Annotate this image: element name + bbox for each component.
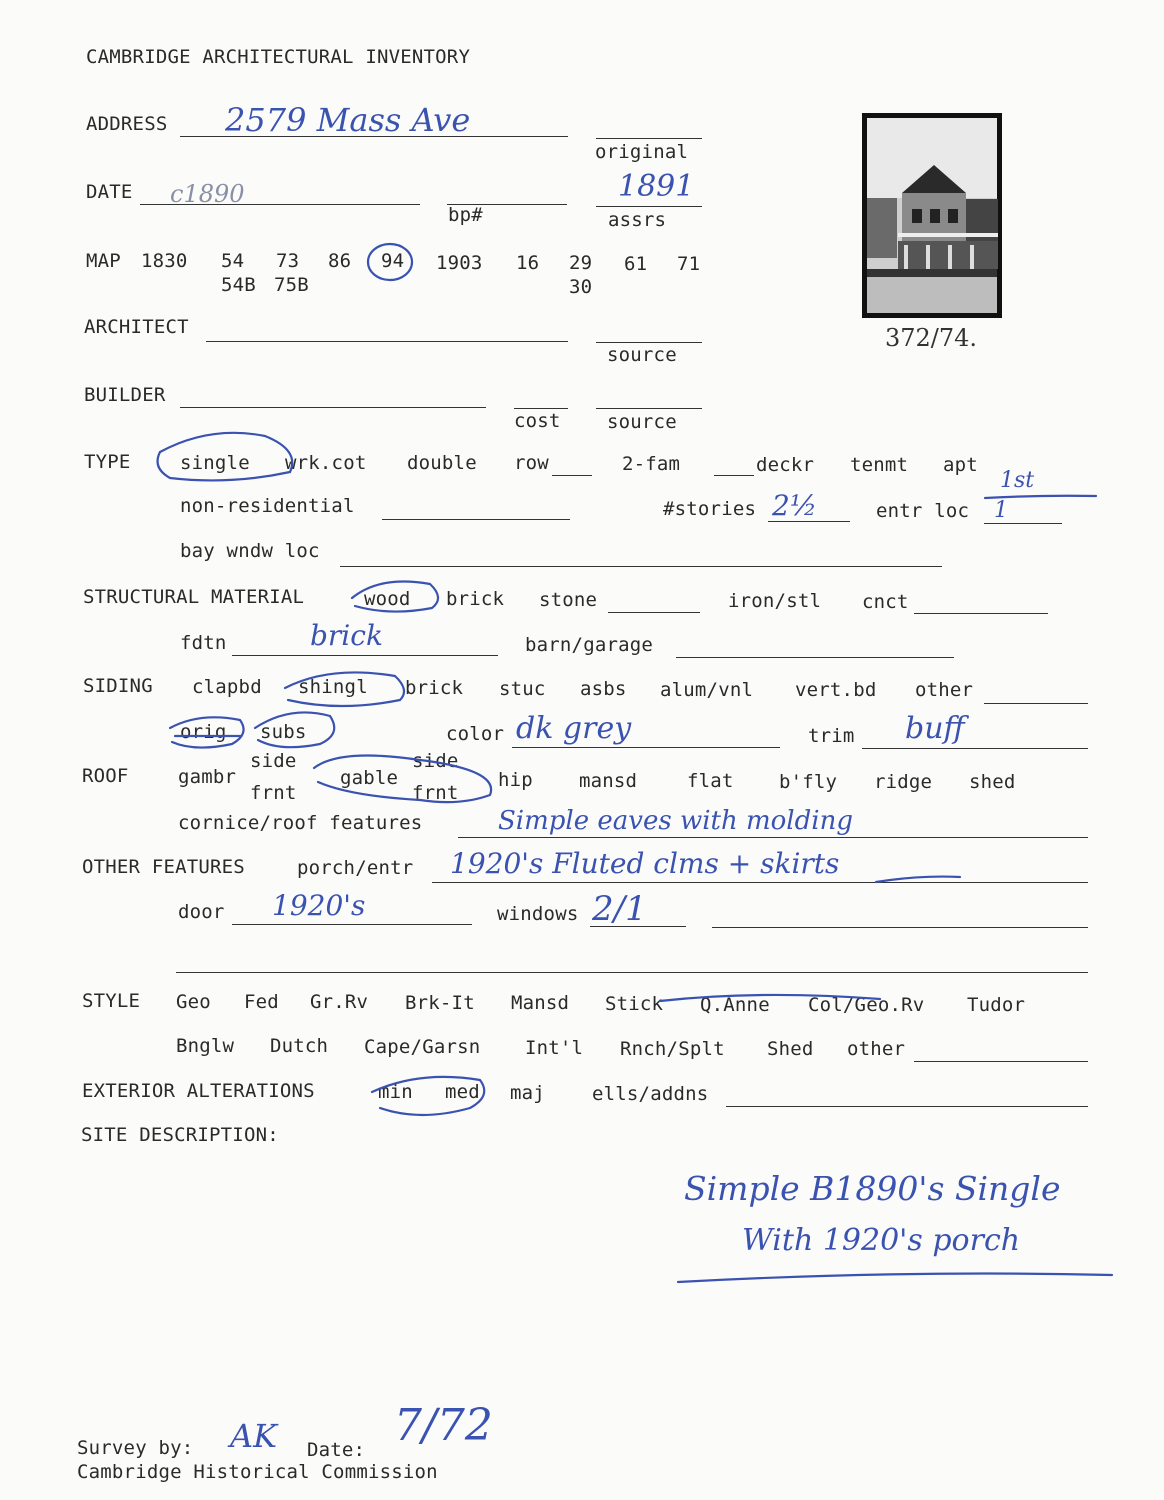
style-dutch: Dutch [270, 1035, 329, 1057]
door-value: 1920's [272, 889, 366, 922]
entr-loc-value: 1 [994, 498, 1008, 523]
trim-value: buff [905, 711, 965, 746]
style-shed: Shed [767, 1038, 814, 1060]
stories-value: 2½ [772, 489, 817, 522]
alterations-ells: ells/addns [592, 1083, 709, 1105]
style-brk-it: Brk-It [405, 992, 475, 1014]
roof-gable: gable [340, 767, 399, 789]
cornice-value: Simple eaves with molding [498, 806, 853, 836]
style-cape: Cape/Garsn [364, 1036, 481, 1058]
roof-label: ROOF [82, 765, 129, 787]
builder-label: BUILDER [84, 384, 166, 406]
circle-wood [352, 581, 438, 611]
roof-gambr-side: side [250, 750, 297, 772]
cornice-label: cornice/roof features [178, 812, 423, 834]
commission-label: Cambridge Historical Commission [77, 1461, 438, 1483]
style-bnglw: Bnglw [176, 1035, 235, 1057]
survey-by-value: AK [230, 1417, 278, 1455]
siding-shingl: shingl [298, 676, 368, 698]
structural-label: STRUCTURAL MATERIAL [83, 586, 305, 608]
structural-iron: iron/stl [728, 590, 822, 612]
style-q-anne: Q.Anne [700, 994, 770, 1016]
architect-source-label: source [607, 344, 677, 366]
bp-label: bp# [448, 204, 483, 226]
nonres-label: non-residential [180, 495, 355, 517]
map-year-71: 71 [677, 253, 701, 275]
circle-min-med [372, 1077, 484, 1115]
fdtn-value: brick [310, 619, 383, 652]
roof-ridge: ridge [874, 771, 933, 793]
alterations-med: med [445, 1081, 480, 1103]
windows-value: 2/1 [592, 889, 647, 929]
type-apt: apt [943, 454, 978, 476]
roof-bfly: b'fly [779, 771, 838, 793]
trim-label: trim [808, 725, 855, 747]
circle-map-94 [368, 244, 412, 280]
alterations-maj: maj [510, 1082, 545, 1104]
style-rnch: Rnch/Splt [620, 1038, 725, 1060]
style-mansd: Mansd [511, 992, 570, 1014]
survey-date-label: Date: [307, 1439, 366, 1461]
roof-mansd: mansd [579, 770, 638, 792]
site-line-2: With 1920's porch [742, 1223, 1021, 1258]
structural-cnct: cnct [862, 591, 909, 613]
windows-label: windows [497, 903, 579, 925]
structural-wood: wood [364, 588, 411, 610]
structural-stone: stone [539, 589, 598, 611]
style-geo: Geo [176, 991, 211, 1013]
style-stick: Stick [605, 993, 664, 1015]
map-year-61: 61 [624, 253, 648, 275]
siding-vert: vert.bd [795, 679, 877, 701]
porch-dash [876, 877, 960, 882]
site-underline [678, 1274, 1112, 1282]
siding-clapbd: clapbd [192, 676, 262, 698]
style-fed: Fed [244, 991, 279, 1013]
other-features-label: OTHER FEATURES [82, 856, 245, 878]
address-value: 2579 Mass Ave [225, 101, 471, 139]
map-year-75b: 75B [274, 274, 309, 296]
circle-subs [255, 712, 334, 747]
survey-label: Survey by: [77, 1437, 194, 1459]
color-value: dk grey [516, 711, 632, 746]
type-tenmt: tenmt [850, 454, 909, 476]
siding-other: other [915, 679, 974, 701]
architect-label: ARCHITECT [84, 316, 189, 338]
map-year-1903: 1903 [436, 252, 483, 274]
bay-label: bay wndw loc [180, 540, 320, 562]
stories-label: #stories [663, 498, 757, 520]
alterations-min: min [378, 1081, 413, 1103]
siding-alum: alum/vnl [660, 679, 754, 701]
type-double: double [407, 452, 477, 474]
fdtn-label: fdtn [180, 632, 227, 654]
cost-label: cost [514, 410, 561, 432]
siding-brick: brick [405, 677, 464, 699]
siding-asbs: asbs [580, 678, 627, 700]
style-intl: Int'l [525, 1037, 584, 1059]
original-label: original [595, 141, 689, 163]
type-2-fam: 2-fam [622, 453, 681, 475]
siding-label: SIDING [83, 675, 153, 697]
style-other: other [847, 1038, 906, 1060]
address-label: ADDRESS [86, 113, 168, 135]
circle-shingl [285, 672, 404, 706]
circle-single [158, 433, 293, 481]
color-label: color [446, 723, 505, 745]
porch-label: porch/entr [297, 857, 414, 879]
map-year-1830: 1830 [141, 250, 188, 272]
strike-q-anne [660, 995, 880, 1001]
alterations-label: EXTERIOR ALTERATIONS [82, 1080, 315, 1102]
structural-brick: brick [446, 588, 505, 610]
porch-value: 1920's Fluted clms + skirts [450, 847, 840, 880]
map-year-29: 29 [569, 252, 593, 274]
style-col-geo-rv: Col/Geo.Rv [808, 994, 925, 1016]
map-year-30: 30 [569, 276, 593, 298]
entr-loc-label: entr loc [876, 500, 970, 522]
roof-gambr: gambr [178, 766, 237, 788]
roof-shed: shed [969, 771, 1016, 793]
siding-stuc: stuc [499, 678, 546, 700]
form-title: CAMBRIDGE ARCHITECTURAL INVENTORY [86, 46, 471, 68]
map-year-16: 16 [516, 252, 540, 274]
site-label: SITE DESCRIPTION: [81, 1124, 279, 1146]
type-label: TYPE [84, 451, 131, 473]
map-label: MAP [86, 250, 121, 272]
style-label: STYLE [82, 990, 141, 1012]
type-single: single [180, 452, 250, 474]
photo-number: 372/74. [885, 324, 978, 352]
type-row: row [514, 452, 549, 474]
assrs-label: assrs [608, 209, 667, 231]
style-tudor: Tudor [967, 994, 1026, 1016]
date-value: c1890 [170, 180, 245, 208]
map-year-94: 94 [381, 250, 405, 272]
builder-source-label: source [607, 411, 677, 433]
siding-subs: subs [260, 721, 307, 743]
assrs-value: 1891 [618, 169, 695, 204]
roof-flat: flat [687, 770, 734, 792]
entr-loc-top-value: 1st [1000, 468, 1035, 493]
door-label: door [178, 901, 225, 923]
circle-orig [170, 717, 244, 747]
circle-gable [314, 756, 491, 803]
type-deckr: deckr [756, 454, 815, 476]
type-wrk-cot: wrk.cot [285, 452, 367, 474]
map-year-54b: 54B [221, 274, 256, 296]
roof-gambr-frnt: frnt [250, 782, 297, 804]
roof-hip: hip [498, 769, 533, 791]
roof-gable-frnt: frnt [412, 782, 459, 804]
map-year-86: 86 [328, 250, 352, 272]
siding-orig: orig [180, 721, 227, 743]
survey-date-value: 7/72 [394, 1400, 493, 1451]
barn-label: barn/garage [525, 634, 654, 656]
style-gr-rv: Gr.Rv [310, 991, 369, 1013]
site-line-1: Simple B1890's Single [684, 1169, 1061, 1208]
roof-gable-side: side [412, 750, 459, 772]
date-label: DATE [86, 181, 133, 203]
map-year-54: 54 [221, 250, 245, 272]
entr-loc-stroke [985, 496, 1096, 498]
map-year-73: 73 [276, 250, 300, 272]
